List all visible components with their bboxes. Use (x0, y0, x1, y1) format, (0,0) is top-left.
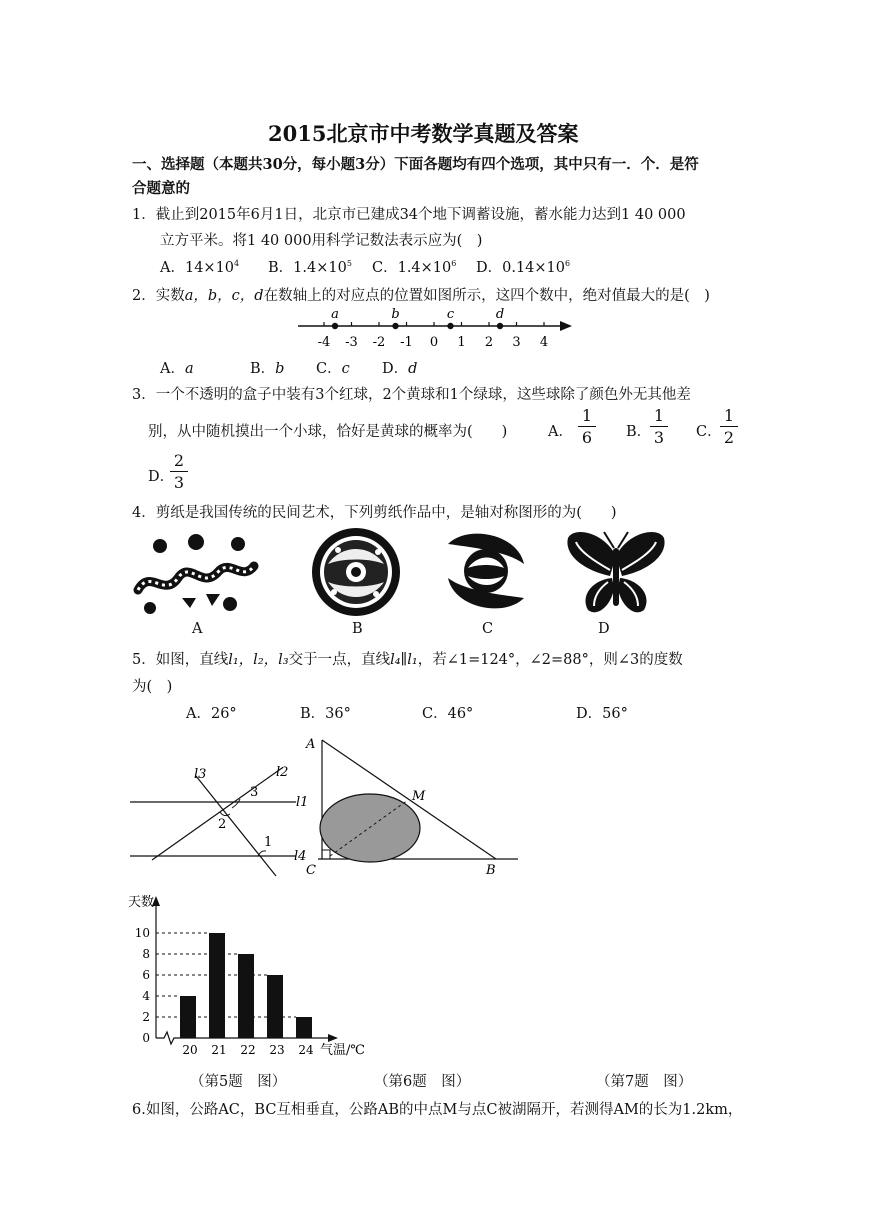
figure-6-triangle (304, 732, 524, 878)
number-line-point-label: d (495, 307, 505, 322)
q1-option-b: B．$1.4\times 10^5$ (268, 259, 352, 276)
angle-2-label: 2 (218, 817, 227, 832)
number-line-point-label: b (391, 307, 400, 322)
chart-bar-21 (209, 933, 225, 1038)
q3-line1: 3．一个不透明的盒子中装有3个红球，2个黄球和1个绿球，这些球除了颜色外无其他差 (132, 387, 691, 403)
q2-option-b: B．b (250, 361, 285, 377)
number-line-arrow (560, 321, 572, 331)
paper-cut-round-image (308, 524, 404, 620)
q4-label-d: D (598, 621, 610, 637)
label-l1: l1 (296, 795, 309, 810)
chart-x-tick-label: 21 (211, 1043, 227, 1057)
number-line-tick-label: -4 (317, 335, 331, 350)
paper-cut-butterfly-image (564, 526, 668, 618)
label-a: A (306, 737, 316, 752)
q2-line1: 2．实数a，b，c，d在数轴上的对应点的位置如图所示，这四个数中，绝对值最大的是( ) (132, 288, 710, 304)
number-line-point-label: c (446, 307, 455, 322)
label-m: M (412, 789, 426, 804)
page-title: 2015北京市中考数学真题及答案 (268, 121, 579, 146)
q5-option-c: C．46° (422, 706, 474, 722)
label-l2: l2 (276, 765, 289, 780)
q3-option-d-label: D． (148, 469, 175, 485)
chart-y-tick-label: 6 (142, 968, 150, 982)
q3-line2: 别，从中随机摸出一个小球，恰好是黄球的概率为( ) (148, 424, 508, 440)
figure-7-bar-chart (126, 888, 386, 1058)
chart-y-tick-label: 0 (142, 1031, 150, 1045)
line-l2 (152, 768, 282, 860)
number-line-tick-label: -2 (372, 335, 386, 350)
section-heading-line1: 一、选择题（本题共30分，每小题3分）下面各题均有四个选项，其中只有一．个．是符 (132, 156, 699, 173)
number-line-point-c (447, 323, 453, 329)
q2-option-d: D．d (382, 361, 418, 377)
number-line-figure (290, 305, 580, 351)
label-c: C (306, 863, 316, 878)
q3-option-b-label: B． (626, 424, 652, 440)
q1-line1: 1．截止到2015年6月1日，北京市已建成34个地下调蓄设施，蓄水能力达到1 40 000 (132, 207, 686, 223)
q3-option-b-fraction: $\frac{1}{3}$ (650, 406, 668, 449)
q5-option-d: D．56° (576, 706, 628, 722)
caption-figure-6: （第6题 图） (374, 1074, 471, 1090)
label-l4: l4 (294, 849, 307, 864)
q4-label-c: C (482, 621, 494, 637)
number-line-tick-label: -1 (400, 335, 413, 350)
caption-figure-7: （第7题 图） (596, 1074, 693, 1090)
q5-option-a: A．26° (186, 706, 237, 722)
q5-line1: 5．如图，直线l₁，l₂，l₃交于一点，直线l₄∥l₁，若∠1=124°，∠2=88°，则∠3的度数 (132, 652, 683, 668)
chart-bar-24 (296, 1017, 312, 1038)
chart-x-tick-label: 22 (240, 1043, 256, 1057)
number-line-point-d (497, 323, 503, 329)
number-line-point-a (332, 323, 338, 329)
chart-x-tick-label: 23 (269, 1043, 285, 1057)
label-l3: l3 (194, 767, 207, 782)
q3-option-d-fraction: $\frac{2}{3}$ (170, 451, 188, 494)
q4-label-b: B (352, 621, 363, 637)
q3-option-a-label: A． (548, 424, 573, 440)
chart-x-tick-label: 24 (298, 1043, 314, 1057)
number-line-tick-label: 0 (429, 335, 439, 350)
q6-line1: 6.如图，公路AC，BC互相垂直，公路AB的中点M与点C被湖隔开，若测得AM的长为1.2km， (132, 1102, 743, 1118)
number-line-tick-label: -3 (345, 335, 358, 350)
q4-label-a: A (192, 621, 203, 637)
figure-5-lines (126, 756, 316, 882)
chart-bar-22 (238, 954, 254, 1038)
number-line-tick-label: 2 (484, 335, 494, 350)
angle-1-label: 1 (264, 835, 273, 850)
number-line-tick-label: 1 (457, 335, 466, 350)
chart-y-tick-label: 8 (142, 947, 150, 961)
number-line-tick-label: 4 (539, 335, 549, 350)
q3-option-a-fraction: $\frac{1}{6}$ (578, 406, 596, 449)
chart-y-tick-label: 4 (142, 989, 150, 1003)
q5-line2: 为( ) (132, 679, 173, 695)
q1-option-c: C．$1.4\times 10^6$ (372, 259, 457, 276)
chart-x-arrow (328, 1034, 338, 1042)
chart-bar-20 (180, 996, 196, 1038)
caption-figure-5: （第5题 图） (190, 1074, 287, 1090)
line-l3 (196, 776, 276, 876)
q1-option-d: D．$0.14\times 10^6$ (476, 259, 571, 276)
chart-y-tick-label: 10 (134, 926, 150, 940)
q3-option-c-label: C． (696, 424, 722, 440)
section-heading-line2: 合题意的 (132, 180, 190, 197)
q1-line2: 立方平米。将1 40 000用科学记数法表示应为( ) (160, 233, 483, 249)
q1-option-a: A．$14\times 10^4$ (160, 259, 240, 276)
q4-line1: 4．剪纸是我国传统的民间艺术，下列剪纸作品中，是轴对称图形的为( ) (132, 505, 617, 521)
q3-option-c-fraction: $\frac{1}{2}$ (720, 406, 738, 449)
chart-y-tick-label: 2 (142, 1010, 150, 1024)
label-b: B (486, 863, 496, 878)
chart-bar-23 (267, 975, 283, 1038)
q5-option-b: B．36° (300, 706, 351, 722)
number-line-point-b (392, 323, 398, 329)
number-line-point-label: a (331, 307, 339, 322)
chart-x-label: 气温/℃ (320, 1043, 365, 1058)
paper-cut-fish-image (438, 524, 534, 618)
q2-option-a: A．a (160, 361, 194, 377)
paper-cut-dragon-image (130, 528, 264, 618)
chart-x-tick-label: 20 (182, 1043, 198, 1057)
chart-y-label: 天数 (128, 895, 155, 910)
q2-option-c: C．c (316, 361, 350, 377)
number-line-tick-label: 3 (512, 335, 521, 350)
angle-3-label: 3 (250, 785, 259, 800)
